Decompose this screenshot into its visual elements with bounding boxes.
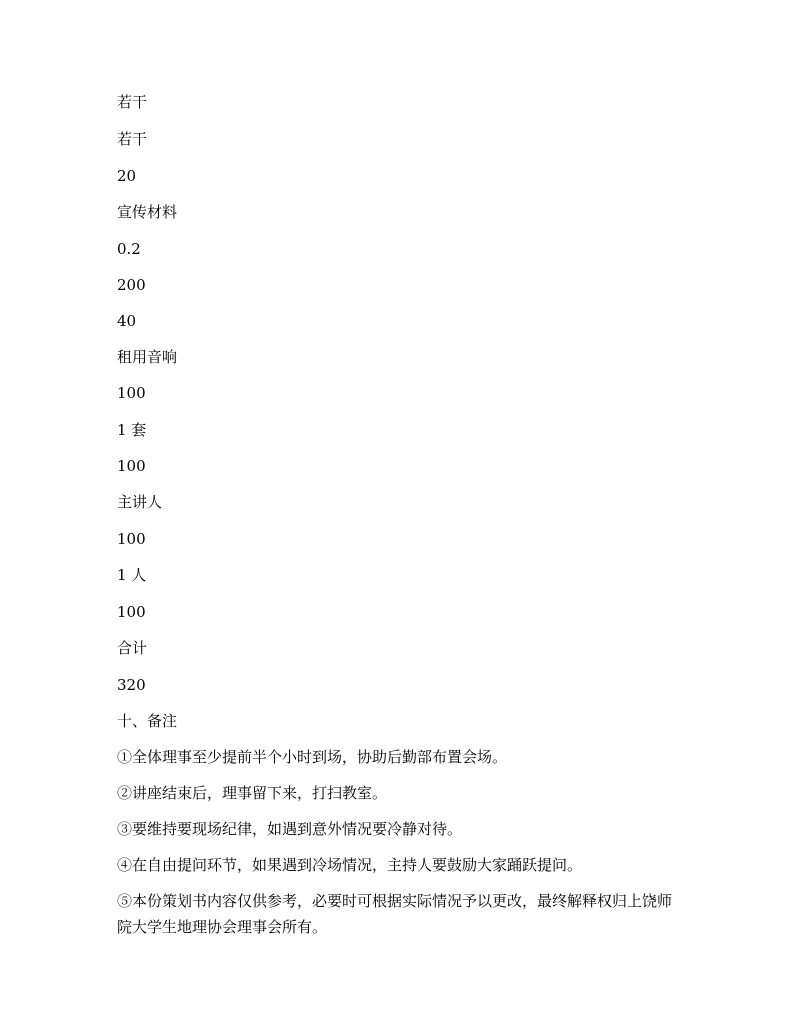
budget-cell: 合计 [117,639,148,657]
note-item: ③要维持要现场纪律，如遇到意外情况要冷静对待。 [117,820,463,838]
budget-cell: 若干 [117,130,148,148]
notes-heading: 十、备注 [117,712,178,730]
note-item: ④在自由提问环节，如果遇到冷场情况，主持人要鼓励大家踊跃提问。 [117,856,583,874]
note-item: ⑤本份策划书内容仅供参考，必要时可根据实际情况予以更改，最终解释权归上饶师院大学生地理协会理事会所有。 [117,892,673,936]
budget-cell: 20 [117,167,137,185]
budget-cell: 40 [117,312,137,330]
budget-cell: 1 套 [117,421,147,439]
budget-cell: 200 [117,276,146,294]
budget-cell: 100 [117,530,146,548]
budget-cell: 100 [117,457,146,475]
budget-cell: 租用音响 [117,348,178,366]
budget-cell: 主讲人 [117,493,163,511]
note-item: ②讲座结束后，理事留下来，打扫教室。 [117,784,388,802]
budget-total-value: 320 [117,676,146,694]
budget-cell: 100 [117,603,146,621]
note-item: ①全体理事至少提前半个小时到场，协助后勤部布置会场。 [117,748,508,766]
budget-cell: 0.2 [117,240,141,258]
budget-cell: 1 人 [117,566,147,584]
budget-cell: 100 [117,384,146,402]
budget-cell: 宣传材料 [117,203,178,221]
budget-cell: 若干 [117,93,148,111]
